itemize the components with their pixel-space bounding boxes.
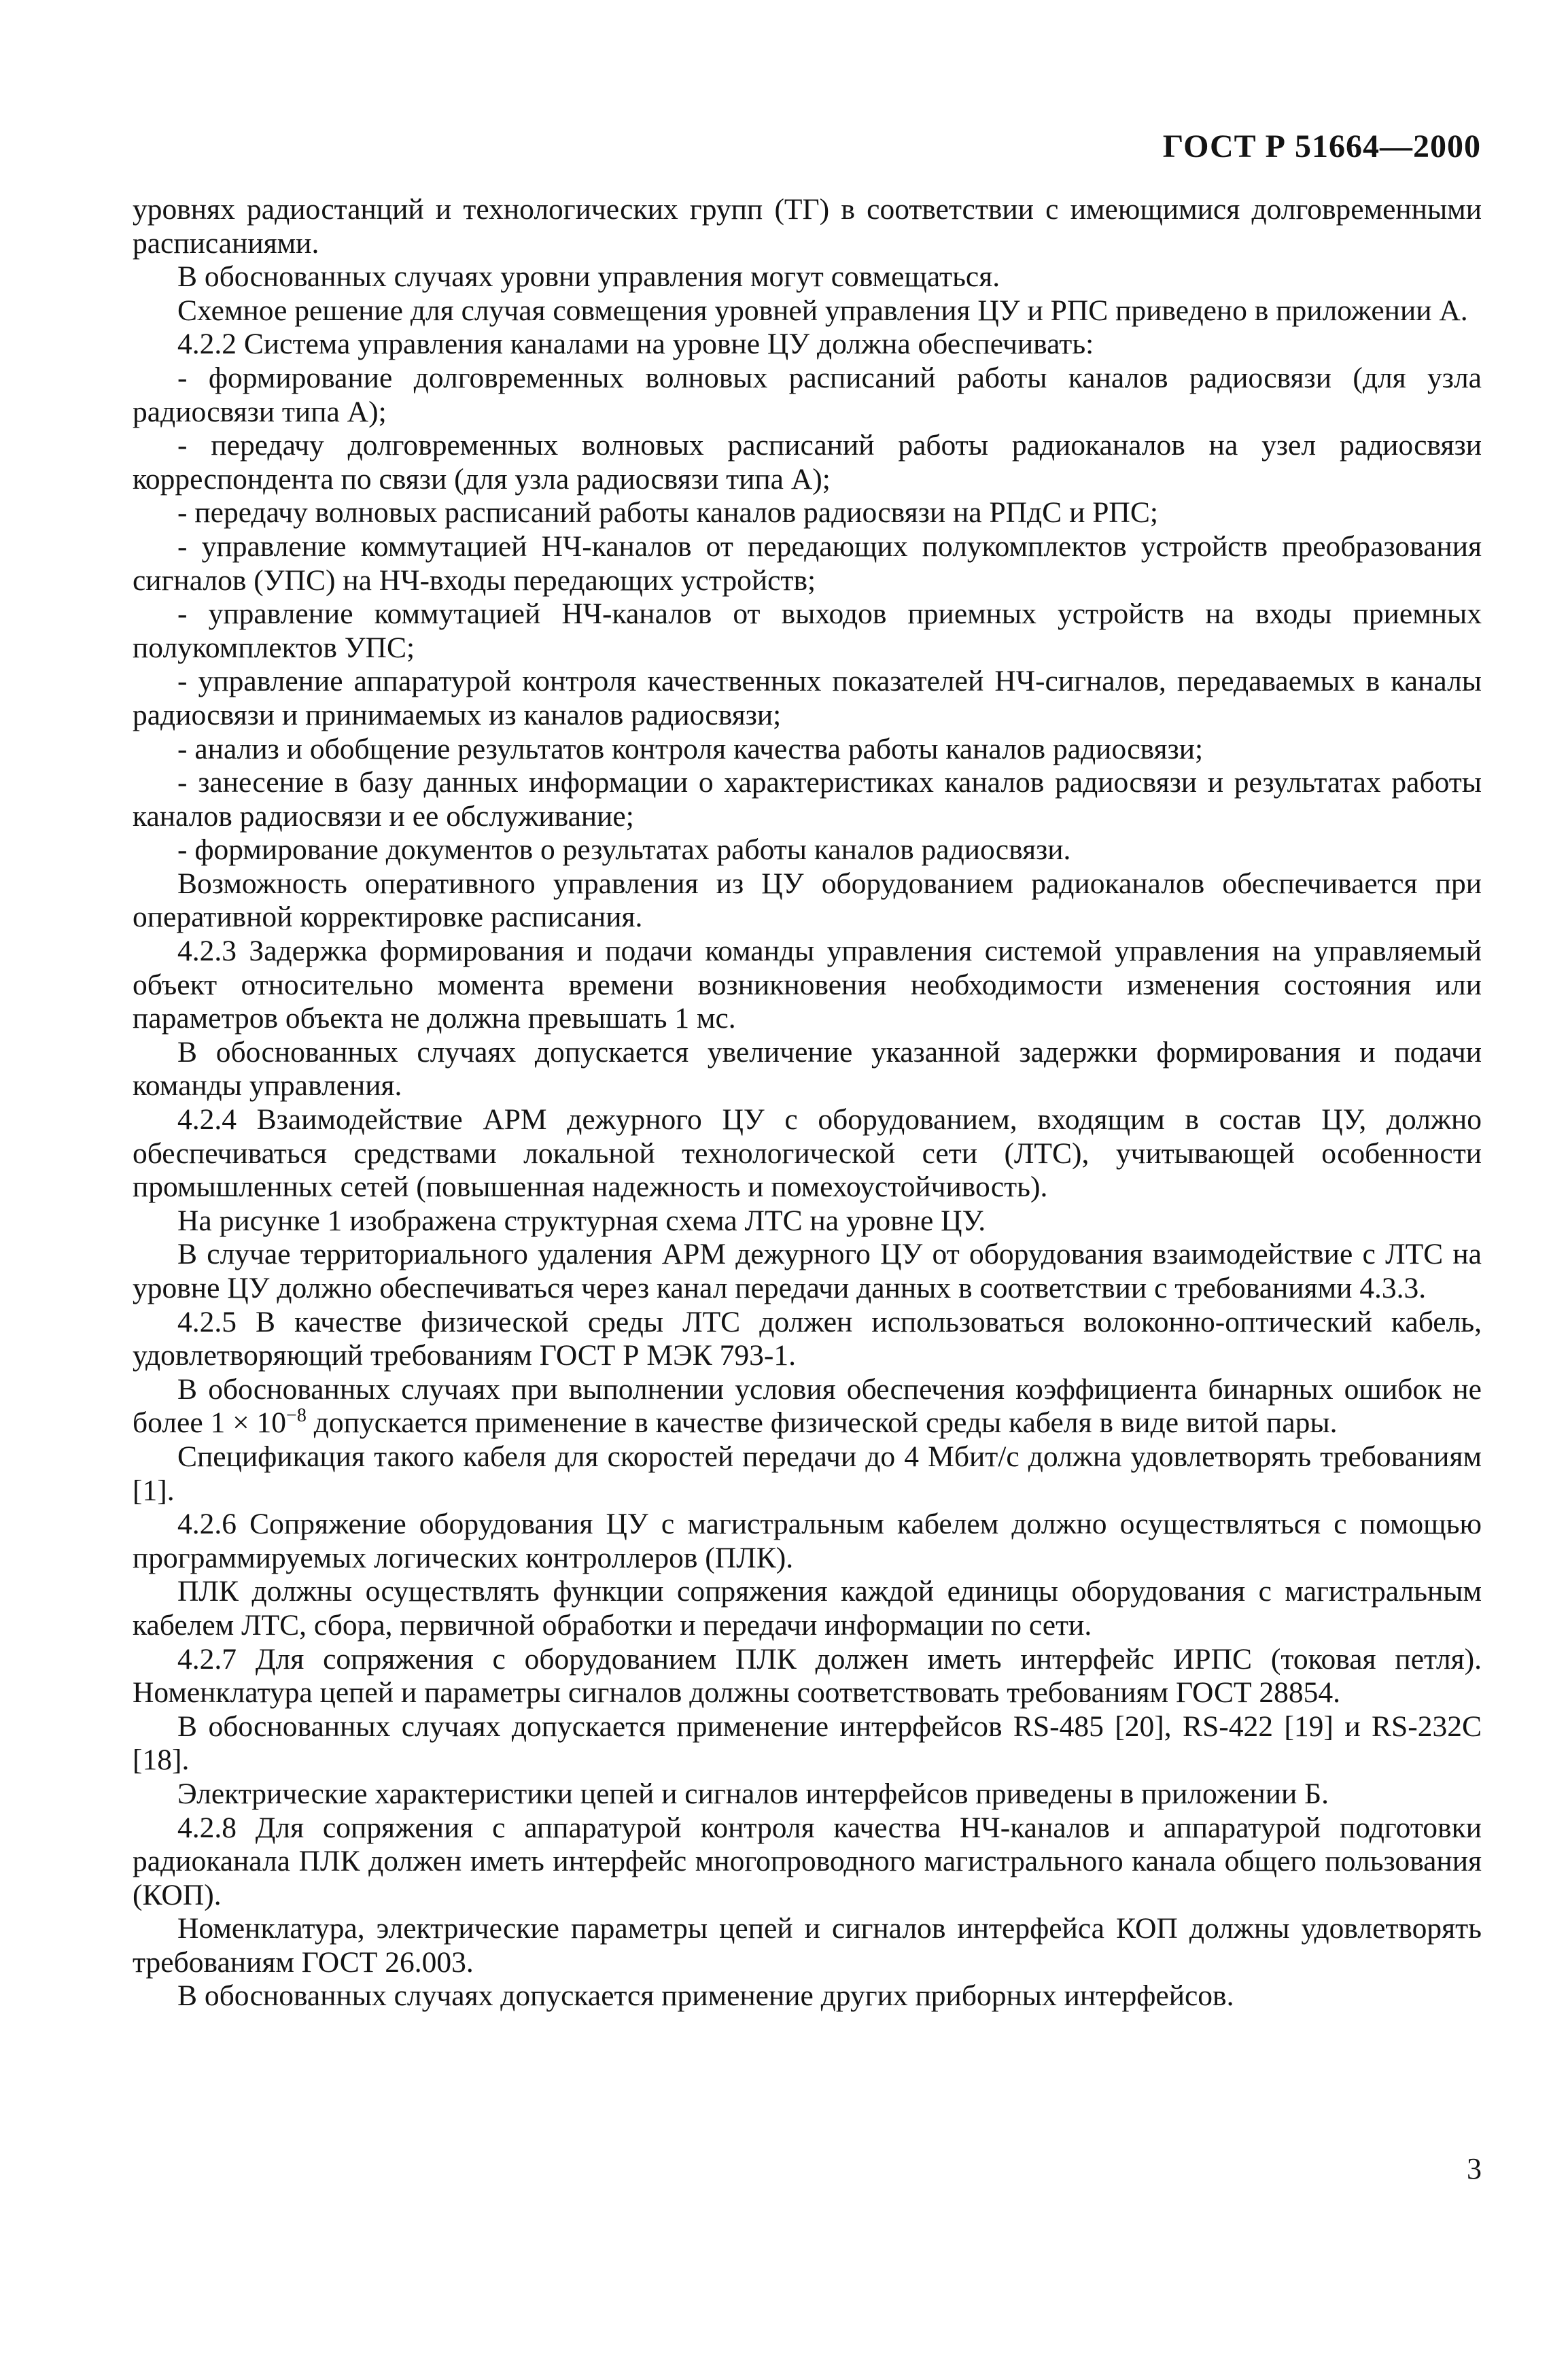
section-4-2-8: 4.2.8 Для сопряжения с аппаратурой контроля качества НЧ-каналов и аппаратурой подготовки радиоканала ПЛК должен иметь интерфейс многопроводного магистрального канала общего пользования (КОП). — [133, 1811, 1482, 1911]
section-4-2-6: 4.2.6 Сопряжение оборудования ЦУ с магистральным кабелем должно осуществляться с помощью программируемых логических контроллеров (ПЛК). — [133, 1508, 1482, 1574]
list-item: - передачу волновых расписаний работы каналов радиосвязи на РПдС и РПС; — [177, 496, 1158, 530]
exponent: −8 — [286, 1405, 307, 1427]
list-item: - анализ и обобщение результатов контроля качества работы каналов радиосвязи; — [177, 732, 1204, 765]
section-4-2-5: 4.2.5 В качестве физической среды ЛТС должен использоваться волоконно-оптический кабель, удовлетворяющий требованиям ГОСТ Р МЭК 793-1. — [133, 1305, 1482, 1372]
list-item: - формирование документов о результатах работы каналов радиосвязи. — [177, 833, 1071, 867]
paragraph: В случае территориального удаления АРМ дежурного ЦУ от оборудования взаимодействие с ЛТС на уровне ЦУ должно обеспечиваться через канал передачи данных в соответствии с требованиями 4.3.3. — [133, 1238, 1482, 1304]
list-item: - управление коммутацией НЧ-каналов от выходов приемных устройств на входы приемных полукомплектов УПС; — [133, 597, 1482, 664]
list-item: - передачу долговременных волновых расписаний работы радиоканалов на узел радиосвязи корреспондента по связи (для узла радиосвязи типа А); — [133, 429, 1482, 496]
paragraph: Схемное решение для случая совмещения уровней управления ЦУ и РПС приведено в приложении А. — [177, 294, 1468, 327]
paragraph: Возможность оперативного управления из ЦУ оборудованием радиоканалов обеспечивается при оперативной корректировке расписания. — [133, 867, 1482, 934]
list-item: - занесение в базу данных информации о характеристиках каналов радиосвязи и результатах работы каналов радиосвязи и ее обслуживание; — [133, 766, 1482, 833]
document-body — [133, 193, 1482, 2013]
paragraph: Электрические характеристики цепей и сигналов интерфейсов приведены в приложении Б. — [177, 1777, 1329, 1810]
list-item: - формирование долговременных волновых расписаний работы каналов радиосвязи (для узла радиосвязи типа А); — [133, 361, 1482, 428]
section-4-2-7: 4.2.7 Для сопряжения с оборудованием ПЛК должен иметь интерфейс ИРПС (токовая петля). Номенклатура цепей и параметры сигналов должны соответствовать требованиям ГОСТ 28854. — [133, 1642, 1482, 1710]
paragraph-ber-text-end: допускается применение в качестве физической среды кабеля в виде витой пары. — [306, 1406, 1338, 1440]
section-4-2-3: 4.2.3 Задержка формирования и подачи команды управления системой управления на управляемый объект относительно момента времени возникновения необходимости изменения состояния или параметров объекта не должна превышать 1 мс. — [133, 935, 1482, 1035]
paragraph-ber — [133, 1373, 1482, 1440]
paragraph: ПЛК должны осуществлять функции сопряжения каждой единицы оборудования с магистральным кабелем ЛТС, сбора, первичной обработки и передачи информации по сети. — [133, 1575, 1482, 1642]
paragraph: Спецификация такого кабеля для скоростей передачи до 4 Мбит/с должна удовлетворять требованиям [1]. — [133, 1440, 1482, 1507]
paragraph: В обоснованных случаях уровни управления могут совмещаться. — [177, 260, 1000, 294]
paragraph-ber-text: В обоснованных случаях при выполнении условия обеспечения коэффициента бинарных ошибок не более 1 × 10 — [133, 1372, 1482, 1440]
list-item: - управление коммутацией НЧ-каналов от передающих полукомплектов устройств преобразования сигналов (УПС) на НЧ-входы передающих устройств; — [133, 530, 1482, 597]
paragraph: В обоснованных случаях допускается увеличение указанной задержки формирования и подачи команды управления. — [133, 1035, 1482, 1103]
paragraph-continuation: уровнях радиостанций и технологических групп (ТГ) в соответствии с имеющимися долговременными расписаниями. — [133, 193, 1482, 260]
section-4-2-2: 4.2.2 Система управления каналами на уровне ЦУ должна обеспечивать: — [177, 328, 1094, 361]
document-code-header: ГОСТ Р 51664—2000 — [1162, 128, 1481, 164]
page-number: 3 — [1467, 2152, 1482, 2185]
paragraph: Номенклатура, электрические параметры цепей и сигналов интерфейса КОП должны удовлетворять требованиям ГОСТ 26.003. — [133, 1912, 1482, 1979]
list-item: - управление аппаратурой контроля качественных показателей НЧ-сигналов, передаваемых в каналы радиосвязи и принимаемых из каналов радиосвязи; — [133, 665, 1482, 731]
paragraph: В обоснованных случаях допускается применение других приборных интерфейсов. — [177, 1979, 1234, 2013]
paragraph: На рисунке 1 изображена структурная схема ЛТС на уровне ЦУ. — [177, 1204, 986, 1237]
section-4-2-4: 4.2.4 Взаимодействие АРМ дежурного ЦУ с оборудованием, входящим в состав ЦУ, должно обеспечиваться средствами локальной технологической сети (ЛТС), учитывающей особенности промышленных сетей (повышенная надежность и помехоустойчивость). — [133, 1103, 1482, 1204]
paragraph: В обоснованных случаях допускается применение интерфейсов RS-485 [20], RS-422 [19] и RS-232C [18]. — [133, 1710, 1482, 1777]
